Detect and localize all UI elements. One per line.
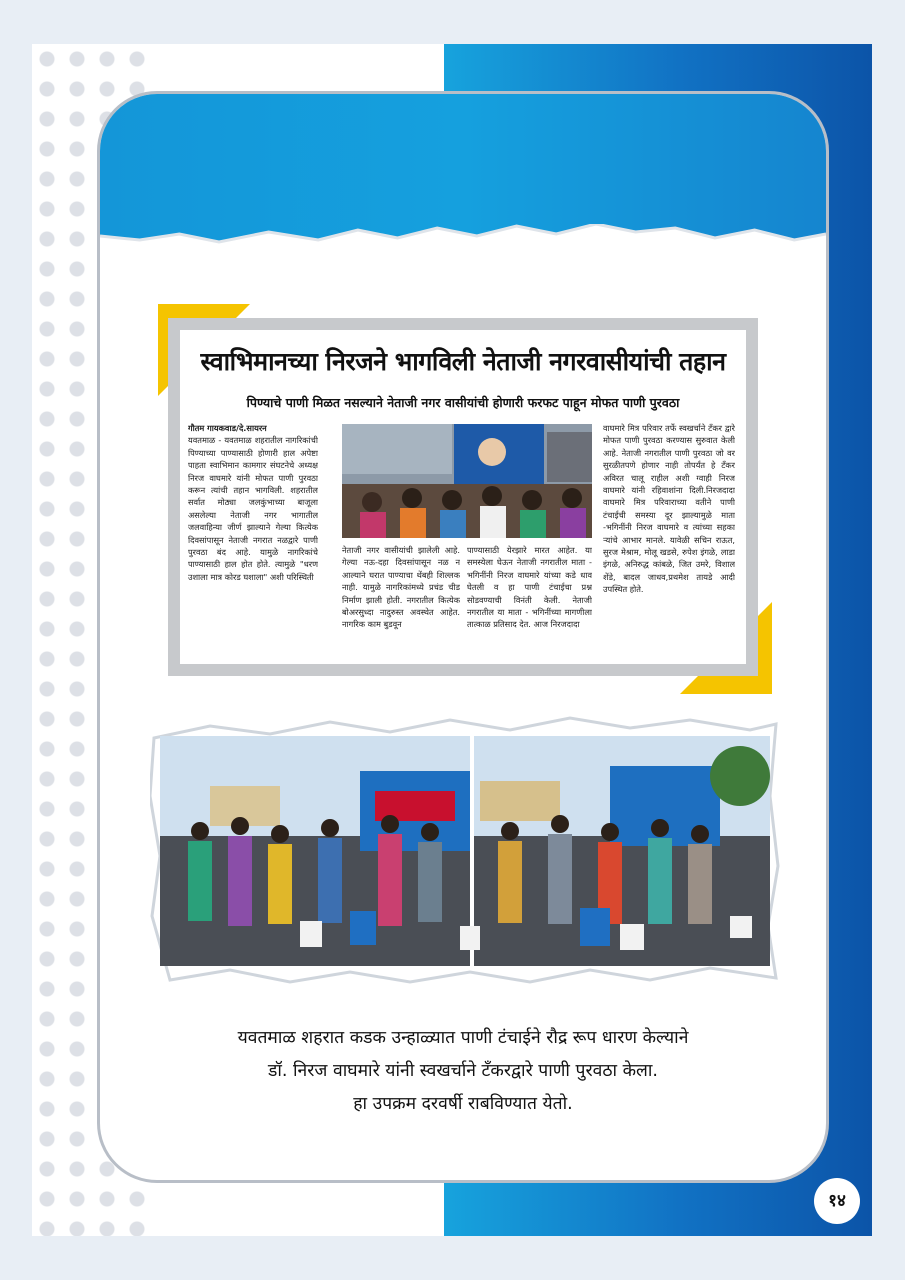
tanker-photo-collage bbox=[160, 736, 770, 966]
article-column-1-text: यवतमाळ - यवतमाळ शहरातील नागरिकांची पिण्याच्या पाण्यासाठी होणारी हाल अपेष्टा पाहता स्वाभिमान कामगार संघटनेचे अध्यक्ष निरज वाघमारे यांनी मोफत पाणी पुरवठा करून त्यांची तहान भागविली. शहरातील सर्वात मोठ्या जलकुंभाच्या बाजूला असलेल्या नेताजी नगर भागातील जलवाहिन्या जीर्ण झाल्याने गेल्या कित्येक दिवसांपासून नेताजी नगरात नळद्वारे पाणी पुरवठा बंद आहे. यामुळे नागरिकांचे पाण्यासाठी हाल होत होते. त्यामुळे "धरण उशाला मात्र कोरड घशाला" अशी परिस्थिती bbox=[188, 435, 318, 582]
article-column-2: नेताजी नगर वासीयांची झालेली आहे. गेल्या नऊ-दहा दिवसांपासून नळ न आल्याने घरात पाण्याचा थेंबही शिल्लक नाही. यामुळे नागरिकांमध्ये प्रचंड चीड निर्माण झाली होती. नगरातील कित्येक बोअरसुध्दा नादुरुस्त अवस्थेत आहेत. नागरिक काम बुडवून bbox=[342, 545, 460, 630]
caption-line-3: हा उपक्रम दरवर्षी राबविण्यात येतो. bbox=[353, 1094, 573, 1114]
clipping-headline: स्वाभिमानच्या निरजने भागविली नेताजी नगरवासीयांची तहान bbox=[200, 347, 726, 376]
caption-line-1: यवतमाळ शहरात कडक उन्हाळ्यात पाणी टंचाईने रौद्र रूप धारण केल्याने bbox=[237, 1028, 689, 1048]
clipping-subheadline: पिण्याचे पाणी मिळत नसल्याने नेताजी नगर वासीयांची होणारी फरफट पाहून मोफत पाणी पुरवठा bbox=[246, 395, 680, 410]
newspaper-clipping bbox=[168, 318, 758, 676]
water-tanker-photos bbox=[150, 716, 780, 986]
news-photo bbox=[342, 424, 592, 538]
article-byline: गौतम गायकवाड/दे.सायरन bbox=[188, 423, 267, 433]
photo-caption bbox=[97, 1022, 829, 1121]
article-column-3: पाण्यासाठी येरझारे मारत आहेत. या समस्येला घेऊन नेताजी नगरातील माता - भगिनींनी निरज वाघमारे यांच्या कडे धाव घेतली व हा पाणी टंचाईचा प्रश्न सोडवण्याची विनंती केली. नेताजी नगरातील या माता - भगिनींच्या मागणीला तात्काळ प्रतिसाद देत. आज निरजदादा bbox=[467, 545, 592, 630]
article-column-4: वाघमारे मित्र परिवार तर्फे स्वखर्चाने टँकर द्वारे मोफत पाणी पुरवठा करण्यास सुरुवात केली आहे. नेताजी नगरातील पाणी पुरवठा जो वर सुरळीतपणे होणार नाही तोपर्यंत हे टँकर अविरत चालू राहील अशी ग्वाही निरज वाघमारे यांनी रहिवाशांना दिली.निरजदादा वाघमारे मित्र परिवाराच्या वतीने पाणी टंचाईची समस्या दूर झाल्यामुळे माता -भगिनींनी निरज वाघमारे व त्यांच्या सहका ऱ्यांचे आभार मानले. यावेळी सचिन राऊत, सुरज मेश्राम, मोलू खडसे, रुपेश इंगळे, लाडा इंगळे, अनिरुद्ध कांबळे, जित उमरे, विशाल शेंडे, बादल जाधव,प्रथमेश तायडे आदी उपस्थित होते. bbox=[603, 423, 735, 595]
clipping-paper bbox=[180, 330, 746, 664]
tanker-photo-image bbox=[160, 736, 770, 966]
page-number: १४ bbox=[814, 1178, 860, 1224]
article-column-1 bbox=[188, 422, 318, 666]
caption-line-2: डॉ. निरज वाघमारे यांनी स्वखर्चाने टँकरद्वारे पाणी पुरवठा केला. bbox=[268, 1061, 658, 1081]
news-photo-image bbox=[342, 424, 592, 538]
